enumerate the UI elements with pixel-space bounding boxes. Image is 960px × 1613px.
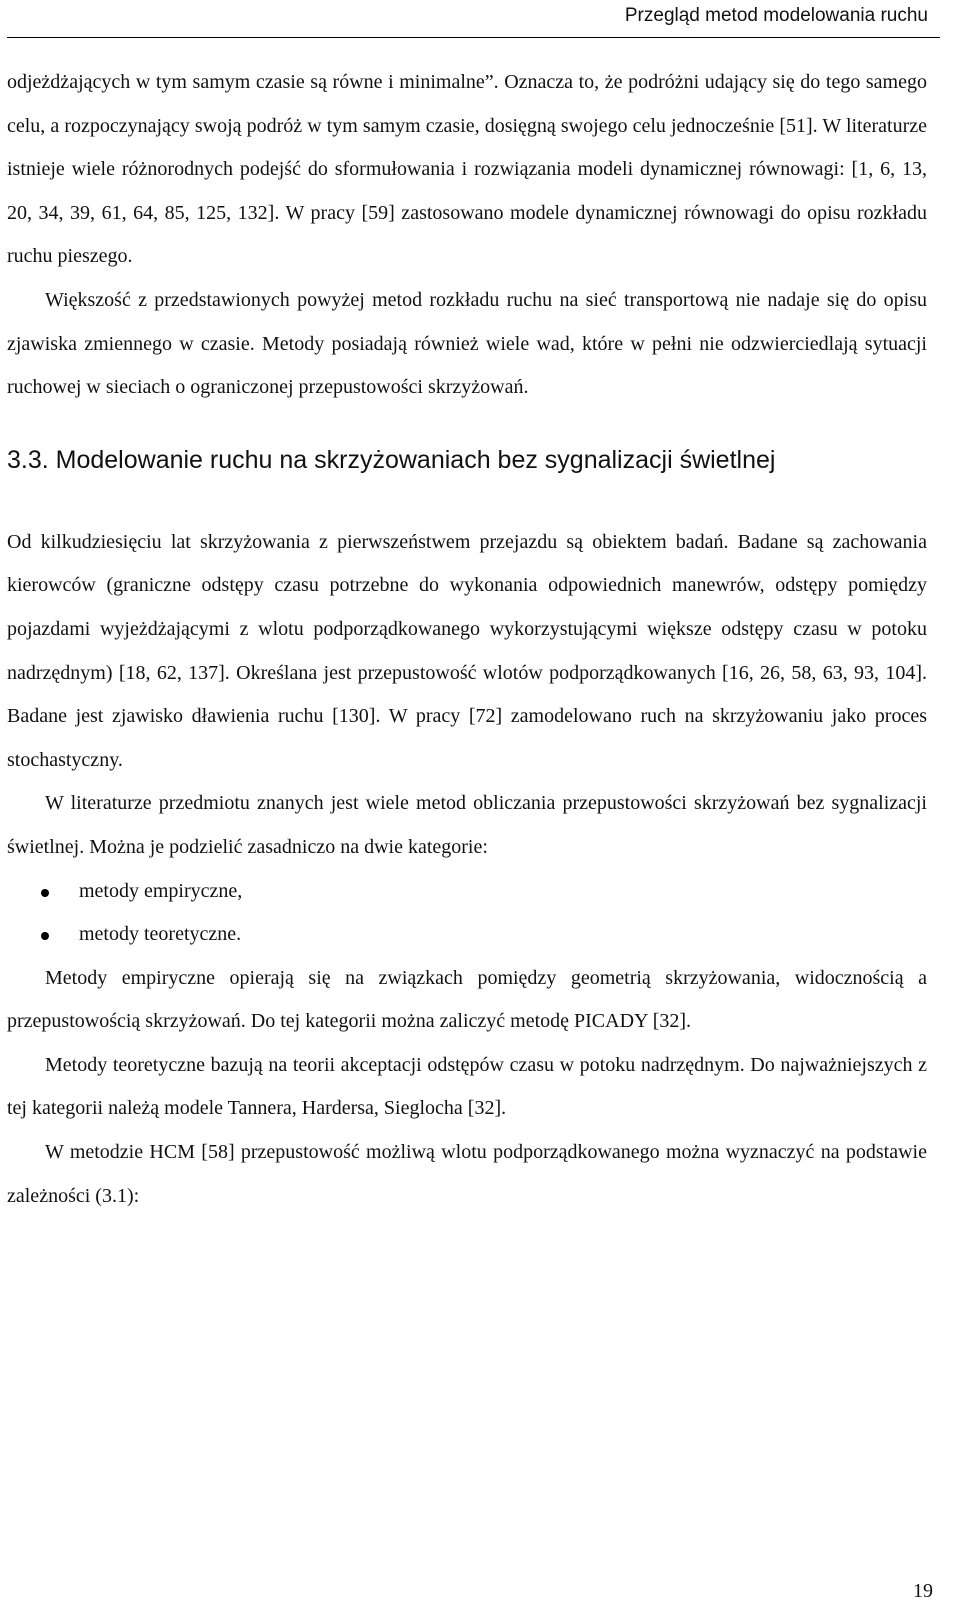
paragraph: odjeżdżających w tym samym czasie są równe i minimalne”. Oznacza to, że podróżni udający się do tego samego celu, a rozpoczynający swoją podróż w tym samym czasie, dosięgną swojego celu jednocześnie [51]. W literaturze istnieje wiele różnorodnych podejść do sformułowania i rozwiązania modeli dynamicznej równowagi: [1, 6, 13, 20, 34, 39, 61, 64, 85, 125, 132]. W pracy [59] zastosowano modele dynamicznej równowagi do opisu rozkładu ruchu pieszego. — [7, 71, 927, 268]
bullet-icon — [41, 889, 49, 897]
paragraph: Metody teoretyczne bazują na teorii akceptacji odstępów czasu w potoku nadrzędnym. Do najważniejszych z tej kategorii należą modele Tannera, Hardersa, Sieglocha [32]. — [7, 1053, 927, 1120]
paragraph: W literaturze przedmiotu znanych jest wiele metod obliczania przepustowości skrzyżowań bez sygnalizacji świetlnej. Można je podzielić zasadniczo na dwie kategorie: — [7, 792, 927, 858]
running-header: Przegląd metod modelowania ruchu — [624, 5, 928, 26]
paragraph: Większość z przedstawionych powyżej metod rozkładu ruchu na sieć transportową nie nadaje się do opisu zjawiska zmiennego w czasie. Metody posiadają również wiele wad, które w pełni nie odzwierciedlają sytuacji ruchowej w sieciach o ograniczonej przepustowości skrzyżowań. — [7, 288, 927, 399]
paragraph: Od kilkudziesięciu lat skrzyżowania z pierwszeństwem przejazdu są obiektem badań. Badane są zachowania kierowców (graniczne odstępy czasu potrzebne do wykonania odpowiednich manewrów, odstępy pomiędzy pojazdami wyjeżdżającymi z wlotu podporządkowanego wykorzystującymi większe odstępy czasu w potoku nadrzędnym) [18, 62, 137]. Określana jest przepustowość wlotów podporządkowanych [16, 26, 58, 63, 93, 104]. Badane jest zjawisko dławienia ruchu [130]. W pracy [72] zamodelowano ruch na skrzyżowaniu jako proces stochastyczny. — [7, 530, 927, 771]
bullet-icon — [41, 932, 49, 940]
paragraph: Metody empiryczne opierają się na związkach pomiędzy geometrią skrzyżowania, widocznością a przepustowością skrzyżowań. Do tej kategorii można zaliczyć metodę PICADY [32]. — [7, 966, 927, 1033]
bullet-list — [7, 870, 927, 957]
section-heading: 3.3. Modelowanie ruchu na skrzyżowaniach bez sygnalizacji świetlnej — [7, 445, 776, 474]
body-text — [7, 61, 927, 1218]
header-rule — [7, 37, 940, 38]
list-item-text: metody empiryczne, — [79, 879, 243, 902]
list-item — [7, 913, 927, 957]
page-number: 19 — [913, 1580, 933, 1602]
list-item-text: metody teoretyczne. — [79, 923, 242, 946]
paragraph: W metodzie HCM [58] przepustowość możliwą wlotu podporządkowanego można wyznaczyć na podstawie zależności (3.1): — [7, 1141, 927, 1207]
list-item — [7, 870, 927, 914]
